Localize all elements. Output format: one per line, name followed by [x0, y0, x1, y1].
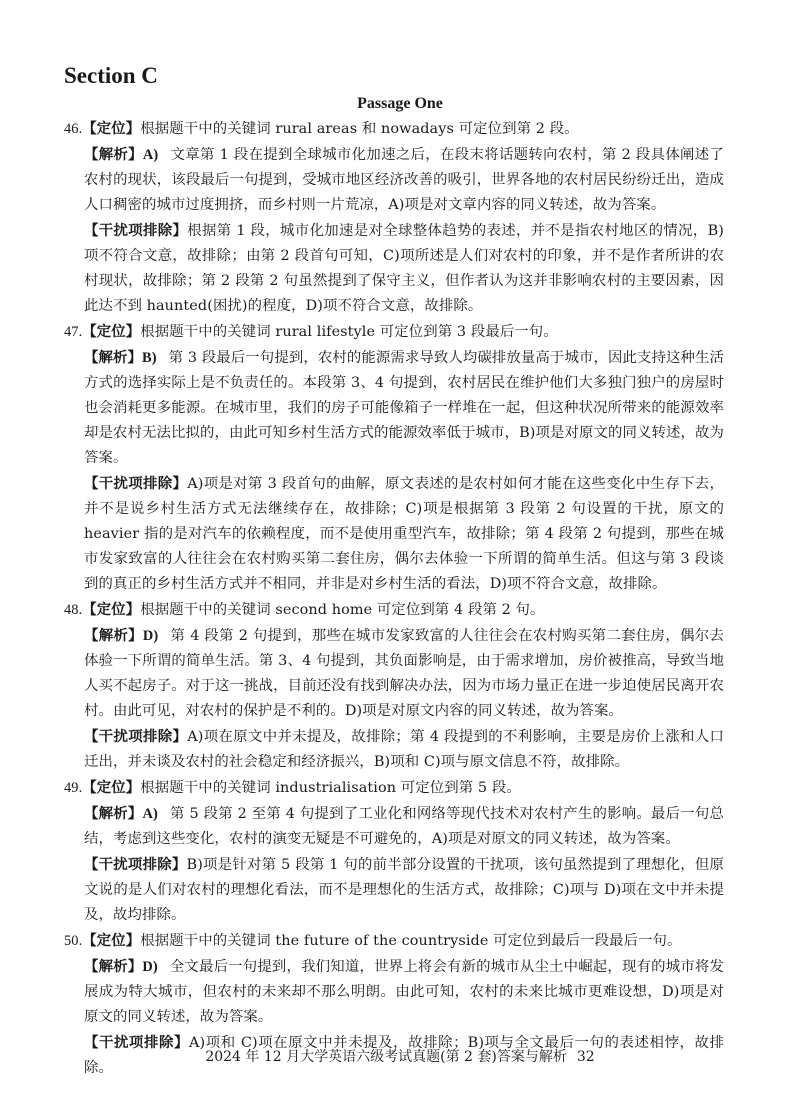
question-46: [64, 116, 724, 319]
answer-label: D): [142, 959, 158, 975]
distractor-tag: 【干扰项排除】: [84, 1034, 189, 1051]
analysis-text: 第 4 段第 2 句提到，那些在城市发家致富的人往往会在农村购买第二套住房，偶尔去体验一下所谓的简单生活。第 3、4 句提到，其负面影响是，由于需求增加，房价被推高，导致当地人买不起房子。对于这一挑战，目前还没有找到解决办法，因为市场力量正在进一步迫使居民离开农村。由此可见，对农村的保护是不利的。D)项是对原文内容的同义转述，故为答案。: [84, 628, 724, 719]
analysis-paragraph: [84, 623, 724, 724]
questions-content: [64, 116, 724, 1081]
distractor-paragraph: [84, 218, 724, 319]
analysis-text: 第 5 段第 2 至第 4 句提到了工业化和网络等现代技术对农村产生的影响。最后一句总结，考虑到这些变化，农村的演变无疑是不可避免的，A)项是对原文的同义转述，故为答案。: [84, 806, 725, 847]
question-number: 48.: [64, 602, 83, 618]
question-number: 46.: [64, 121, 83, 137]
analysis-paragraph: [84, 801, 724, 852]
answer-label: B): [142, 350, 157, 366]
locate-line: [64, 775, 724, 801]
analysis-text: 第 3 段最后一句提到，农村的能源需求导致人均碳排放量高于城市，因此支持这种生活方式的选择实际上是不负责任的。本段第 3、4 句提到，农村居民在维护他们大多独门独户的房屋时也会消耗更多能源。在城市里，我们的房子可能像箱子一样堆在一起，但这种状况所带来的能源效率却是农村无法比拟的，由此可知乡村生活方式的能源效率低于城市，B)项是对原文的同义转述，故为答案。: [84, 350, 724, 466]
locate-text: 根据题干中的关键词 industrialisation 可定位到第 5 段。: [140, 780, 521, 796]
locate-text: 根据题干中的关键词 rural areas 和 nowadays 可定位到第 2 段。: [140, 121, 579, 137]
locate-tag: 【定位】: [82, 323, 141, 340]
locate-tag: 【定位】: [82, 932, 141, 949]
analysis-tag: 【解析】: [84, 146, 143, 163]
answer-label: A): [142, 806, 158, 822]
analysis-paragraph: [84, 345, 724, 471]
question-49: [64, 775, 724, 928]
analysis-paragraph: [84, 142, 724, 218]
analysis-tag: 【解析】: [84, 627, 143, 644]
analysis-tag: 【解析】: [84, 805, 143, 822]
answer-label: D): [142, 628, 159, 644]
distractor-paragraph: [84, 852, 724, 928]
page-footer: [0, 1047, 800, 1067]
footer-title: 2024 年 12 月大学英语六级考试真题(第 2 套)答案与解析: [205, 1049, 567, 1065]
page-number: 32: [576, 1049, 595, 1065]
distractor-tag: 【干扰项排除】: [84, 728, 188, 745]
question-number: 49.: [64, 780, 83, 796]
locate-text: 根据题干中的关键词 second home 可定位到第 4 段第 2 句。: [140, 602, 545, 618]
distractor-paragraph: [84, 724, 724, 775]
locate-line: [64, 597, 724, 623]
analysis-text: 全文最后一句提到，我们知道，世界上将会有新的城市从尘土中崛起，现有的城市将发展成为特大城市，但农村的未来却不那么明朗。由此可知，农村的未来比城市更难设想，D)项是对原文的同义转述，故为答案。: [84, 959, 724, 1025]
question-number: 50.: [64, 933, 83, 949]
distractor-text: A)项在原文中并未提及，故排除；第 4 段提到的不利影响，主要是房价上涨和人口迁出，并未谈及农村的社会稳定和经济振兴，B)项和 C)项与原文信息不符，故排除。: [84, 729, 725, 770]
locate-line: [64, 928, 724, 954]
locate-text: 根据题干中的关键词 rural lifestyle 可定位到第 3 段最后一句。: [140, 324, 558, 340]
distractor-paragraph: [84, 471, 724, 597]
question-48: [64, 597, 724, 775]
analysis-text: 文章第 1 段在提到全球城市化加速之后，在段末将话题转向农村，第 2 段具体阐述了农村的现状，该段最后一句提到，受城市地区经济改善的吸引，世界各地的农村居民纷纷迁出，造成人口稠密的城市过度拥挤，而乡村则一片荒凉，A)项是对文章内容的同义转述，故为答案。: [84, 147, 724, 213]
question-47: [64, 319, 724, 597]
distractor-text: 根据第 1 段，城市化加速是对全球整体趋势的表述，并不是指农村地区的情况，B)项不符合文意，故排除；由第 2 段首句可知，C)项所述是人们对农村的印象，并不是作者所讲的农村现状，故排除；第 2 段第 2 句虽然提到了保守主义，但作者认为这并非影响农村的主要因素，因此达不到 haunted(困扰)的程度，D)项不符合文意，故排除。: [84, 223, 725, 314]
locate-tag: 【定位】: [82, 779, 141, 796]
answer-label: A): [142, 147, 159, 163]
locate-tag: 【定位】: [82, 120, 141, 137]
analysis-tag: 【解析】: [84, 958, 143, 975]
analysis-tag: 【解析】: [84, 349, 143, 366]
distractor-tag: 【干扰项排除】: [84, 475, 188, 492]
section-title: Section C: [64, 63, 158, 88]
distractor-tag: 【干扰项排除】: [84, 222, 188, 239]
locate-text: 根据题干中的关键词 the future of the countryside 可定位到最后一段最后一句。: [140, 933, 682, 949]
distractor-text: A)项和 C)项在原文中并未提及，故排除；B)项与全文最后一句的表述相悖，故排除。: [84, 1035, 724, 1076]
locate-line: [64, 319, 724, 345]
passage-title: Passage One: [357, 95, 443, 112]
locate-line: [64, 116, 724, 142]
distractor-text: A)项是对第 3 段首句的曲解，原文表述的是农村如何才能在这些变化中生存下去，并不是说乡村生活方式无法继续存在，故排除；C)项是根据第 3 段第 2 句设置的干扰，原文的 heavier 指的是对汽车的依赖程度，而不是使用重型汽车，故排除；第 4 段第 2 句提到，那些在城市发家致富的人往往会在农村购买第二套住房，偶尔去体验一下所谓的简单生活。但这与第 3 段谈到的真正的乡村生活方式并不相同，并非是对乡村生活的看法，D)项不符合文意，故排除。: [84, 476, 725, 592]
locate-tag: 【定位】: [82, 601, 141, 618]
distractor-tag: 【干扰项排除】: [84, 856, 187, 873]
distractor-text: B)项是针对第 5 段第 1 句的前半部分设置的干扰项，该句虽然提到了理想化，但原文说的是人们对农村的理想化看法，而不是理想化的生活方式，故排除；C)项与 D)项在文中并未提及，故均排除。: [84, 857, 724, 923]
question-number: 47.: [64, 324, 83, 340]
analysis-paragraph: [84, 954, 724, 1030]
